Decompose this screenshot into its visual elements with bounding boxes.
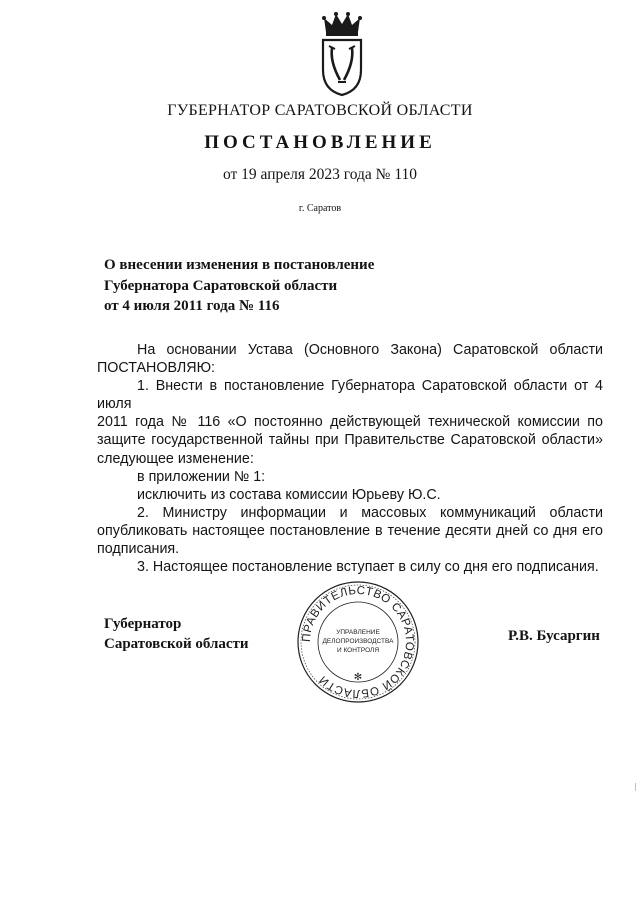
resolve-word: ПОСТАНОВЛЯЮ:	[97, 360, 215, 377]
seal-outer-text: ПРАВИТЕЛЬСТВО САРАТОВСКОЙ ОБЛАСТИ	[300, 584, 416, 700]
subject-line: от 4 июля 2011 года № 116	[104, 298, 280, 314]
item-1-text: 2011 года № 116 «О постоянно действующей технической комиссии по защите государственной тайны при Правительстве Саратовской области» следующее изменение:	[97, 414, 603, 467]
preamble-text: На основании Устава (Основного Закона) Саратовской области	[137, 342, 603, 358]
document-body	[97, 341, 603, 576]
signatory-name: Р.В. Бусаргин	[508, 628, 600, 644]
issuer-title: ГУБЕРНАТОР САРАТОВСКОЙ ОБЛАСТИ	[167, 102, 473, 119]
official-seal	[296, 580, 420, 704]
margin-mark: —	[632, 783, 641, 791]
subject-line: Губернатора Саратовской области	[104, 277, 338, 294]
subject-line: О внесении изменения в постановление	[104, 257, 375, 273]
item-3-text: 3. Настоящее постановление вступает в силу со дня его подписания.	[137, 559, 599, 576]
item-2-first-line: 2. Министру информации и массовых коммуникаций области	[137, 504, 603, 521]
document-city: г. Саратов	[298, 203, 342, 214]
item-2-text: опубликовать настоящее постановление в течение десяти дней со дня его подписания.	[97, 522, 603, 558]
document-type: ПОСТАНОВЛЕНИЕ	[204, 132, 436, 153]
seal-inner-line: И КОНТРОЛЯ	[336, 647, 380, 654]
document-date-number: от 19 апреля 2023 года № 110	[222, 166, 418, 183]
seal-inner-line: УПРАВЛЕНИЕ	[336, 629, 380, 636]
position-line: Губернатор	[104, 616, 182, 632]
signatory-position	[104, 614, 249, 654]
seal-inner-line: ДЕЛОПРОИЗВОДСТВА	[322, 638, 394, 645]
document-subject	[104, 255, 464, 317]
annex-reference: в приложении № 1:	[137, 468, 266, 485]
coat-of-arms-icon	[320, 12, 364, 96]
seal-star-icon: ✻	[353, 672, 363, 683]
item-1-first-line: 1. Внести в постановление Губернатора Саратовской области от 4 июля	[97, 378, 603, 413]
exclusion-text: исключить из состава комиссии Юрьеву Ю.С.	[137, 486, 441, 503]
position-line: Саратовской области	[104, 636, 249, 652]
